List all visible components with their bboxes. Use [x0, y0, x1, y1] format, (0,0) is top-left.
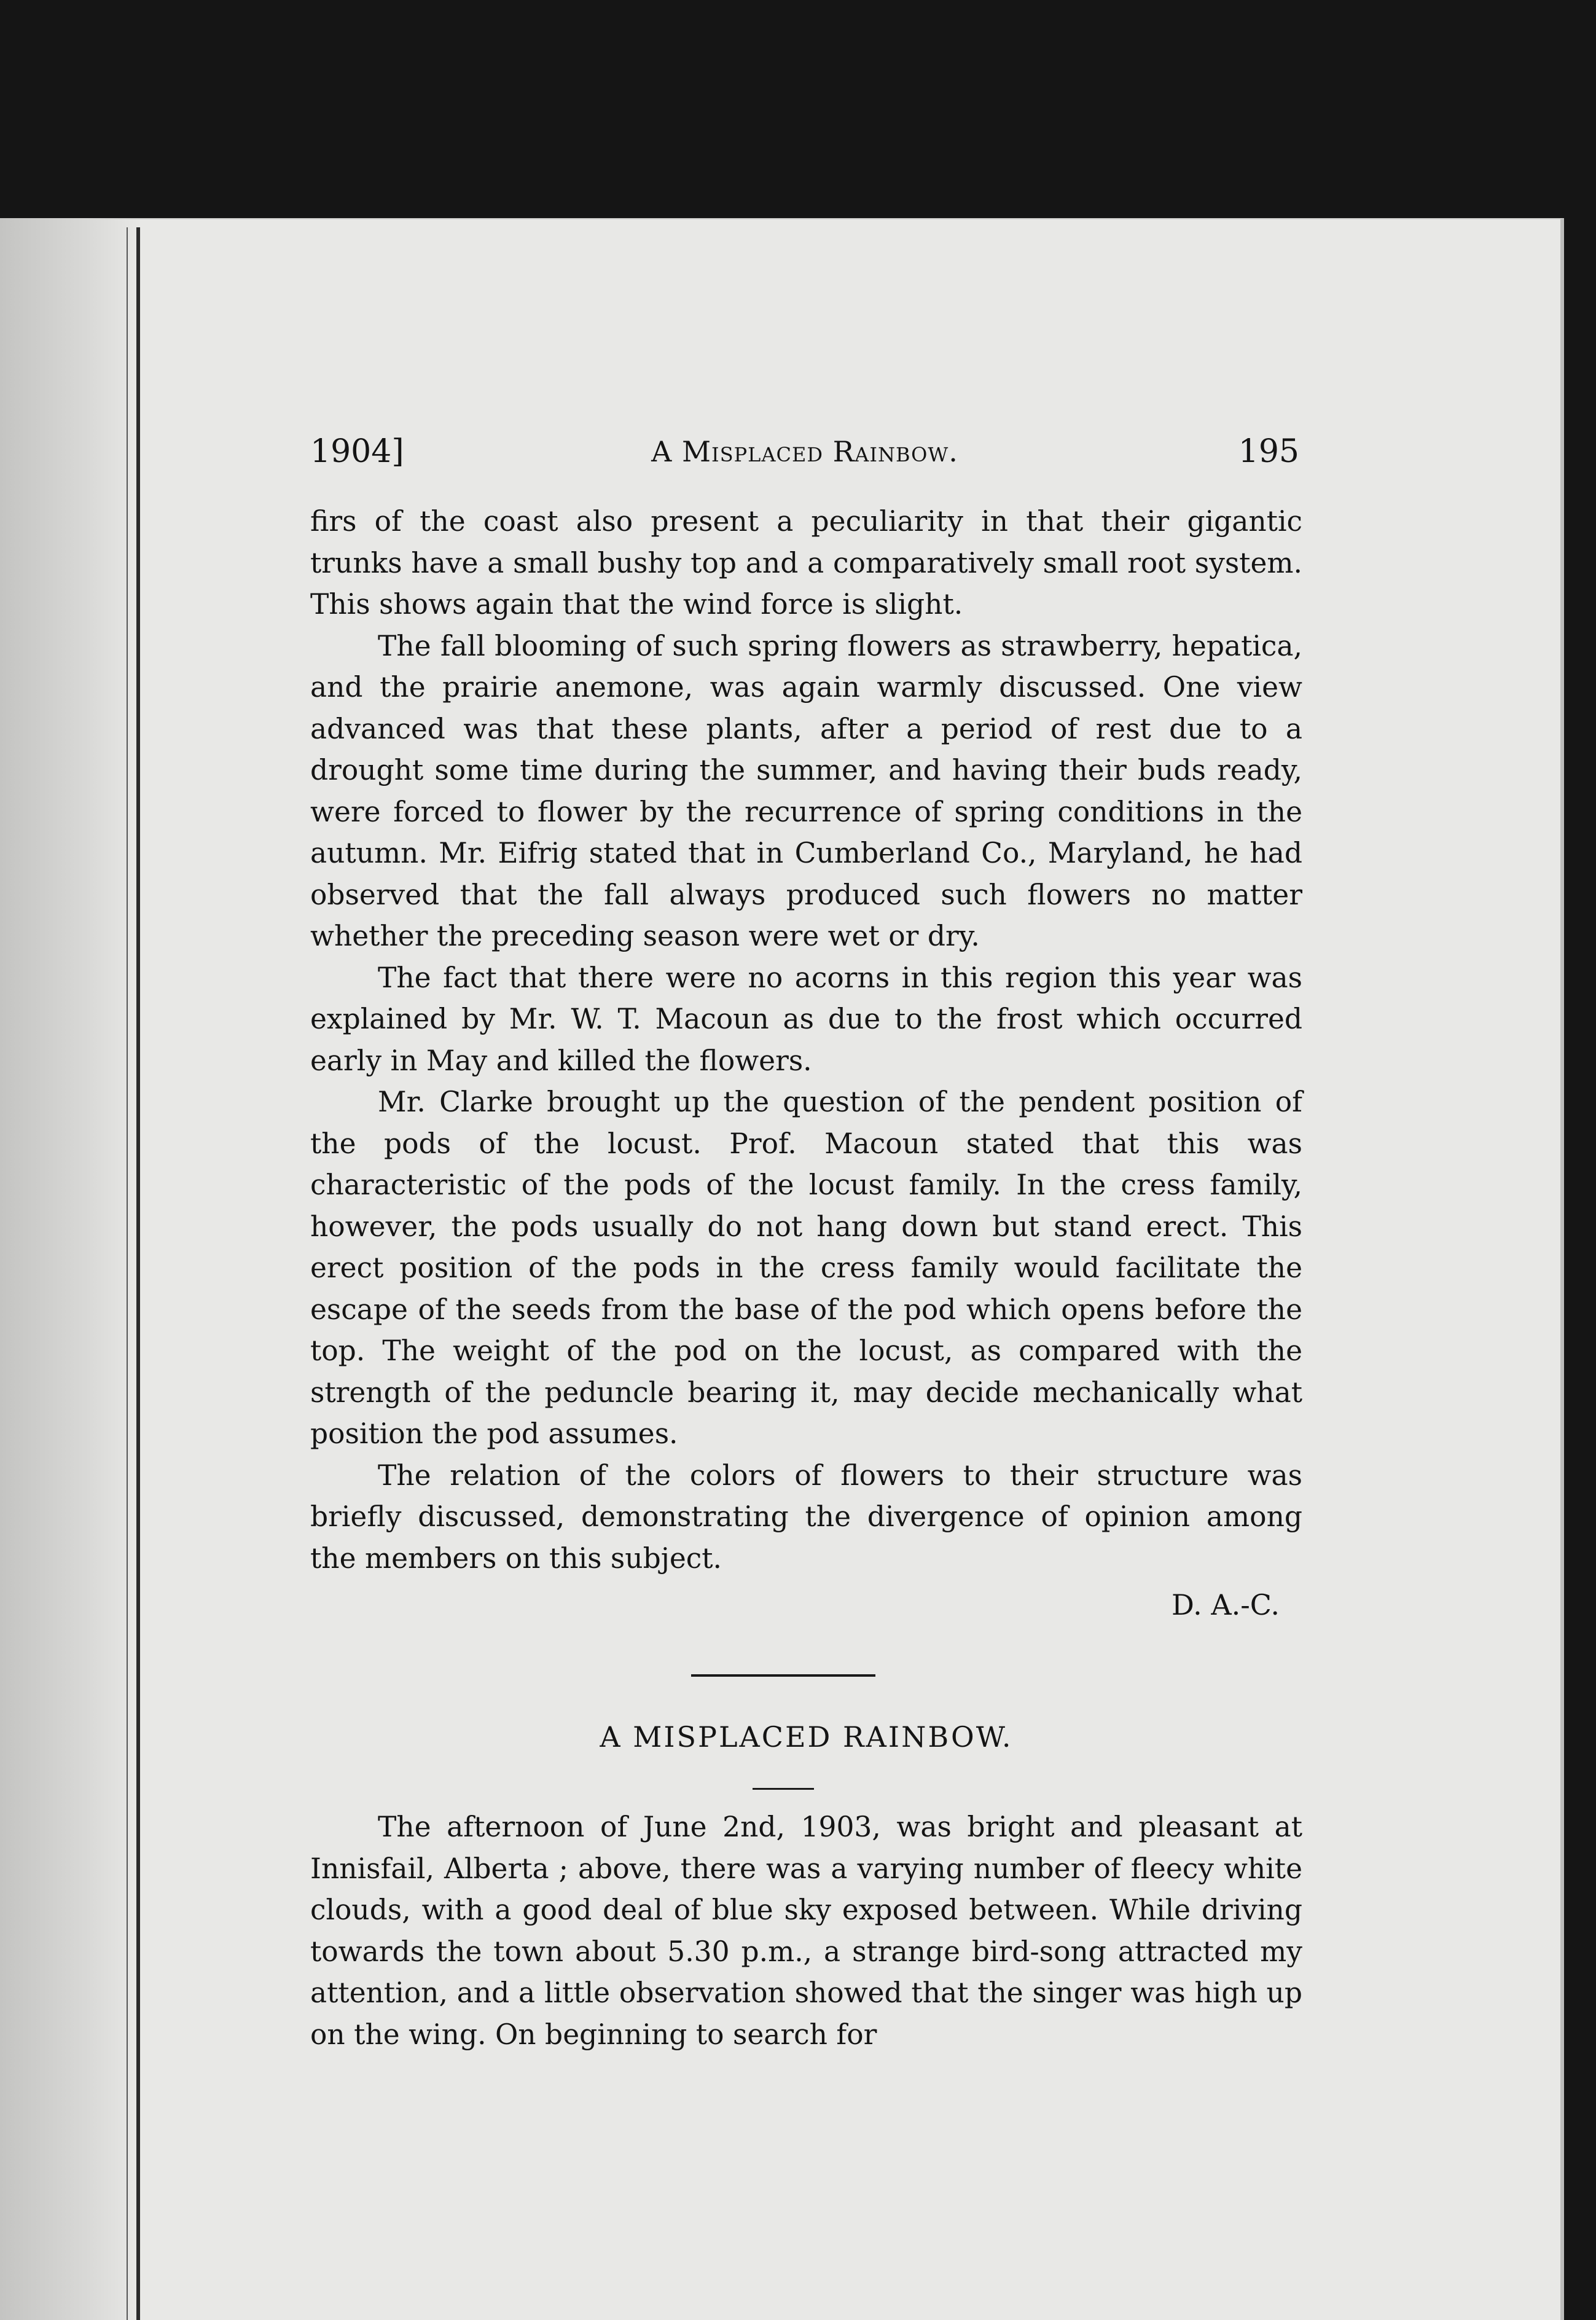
running-header	[310, 424, 1299, 479]
section-divider	[691, 1674, 875, 1677]
section-body	[310, 1806, 1302, 2055]
page-number: 195	[1238, 433, 1299, 470]
paragraph: Mr. Clarke brought up the question of the pendent position of the pods of the locust. Prof. Macoun stated that this was characteristic of the pods of the locust family. In the cress family, however, the pods usually do not hang down but stand erect. This erect position of the pods in the cress family would facilitate the escape of the seeds from the base of the pod which opens before the top. The weight of the pod on the locust, as compared with the strength of the peduncle bearing it, may decide mechanically what position the pod assumes.	[310, 1086, 1302, 1450]
paragraph: The relation of the colors of flowers to their structure was briefly discussed, demonstrating the divergence of opinion among the members on this subject.	[310, 1459, 1302, 1575]
paragraph: The afternoon of June 2nd, 1903, was bright and pleasant at Innisfail, Alberta ; above, there was a varying number of fleecy white clouds, with a good deal of blue sky exposed between. While driving towards the town about 5.30 p.m., a strange bird-song attracted my attention, and a little observation showed that the singer was high up on the wing. On beginning to search for	[310, 1811, 1302, 2051]
binding-shadow	[0, 218, 141, 2320]
gutter-line	[136, 227, 140, 2320]
paragraph: firs of the coast also present a peculiarity in that their gigantic trunks have a small bushy top and a comparatively small root system. This shows again that the wind force is slight.	[310, 505, 1302, 621]
gutter-edge	[127, 227, 128, 2320]
title-underline	[753, 1788, 814, 1790]
header-year: 1904]	[310, 433, 404, 470]
section-title: A MISPLACED RAINBOW.	[600, 1720, 1013, 1754]
header-running-title: A Misplaced Rainbow.	[651, 435, 958, 468]
paragraph: The fact that there were no acorns in this region this year was explained by Mr. W. T. Macoun as due to the frost which occurred early in May and killed the flowers.	[310, 961, 1302, 1077]
paragraph: The fall blooming of such spring flowers as strawberry, hepatica, and the prairie anemone, was again warmly discussed. One view advanced was that these plants, after a period of rest due to a drought some time during the summer, and having their buds ready, were forced to flower by the recurrence of spring conditions in the autumn. Mr. Eifrig stated that in Cumberland Co., Maryland, he had observed that the fall always produced such flowers no matter whether the preceding season were wet or dry.	[310, 629, 1302, 952]
author-initials: D. A.-C.	[1171, 1588, 1280, 1621]
article-body	[310, 501, 1302, 1579]
